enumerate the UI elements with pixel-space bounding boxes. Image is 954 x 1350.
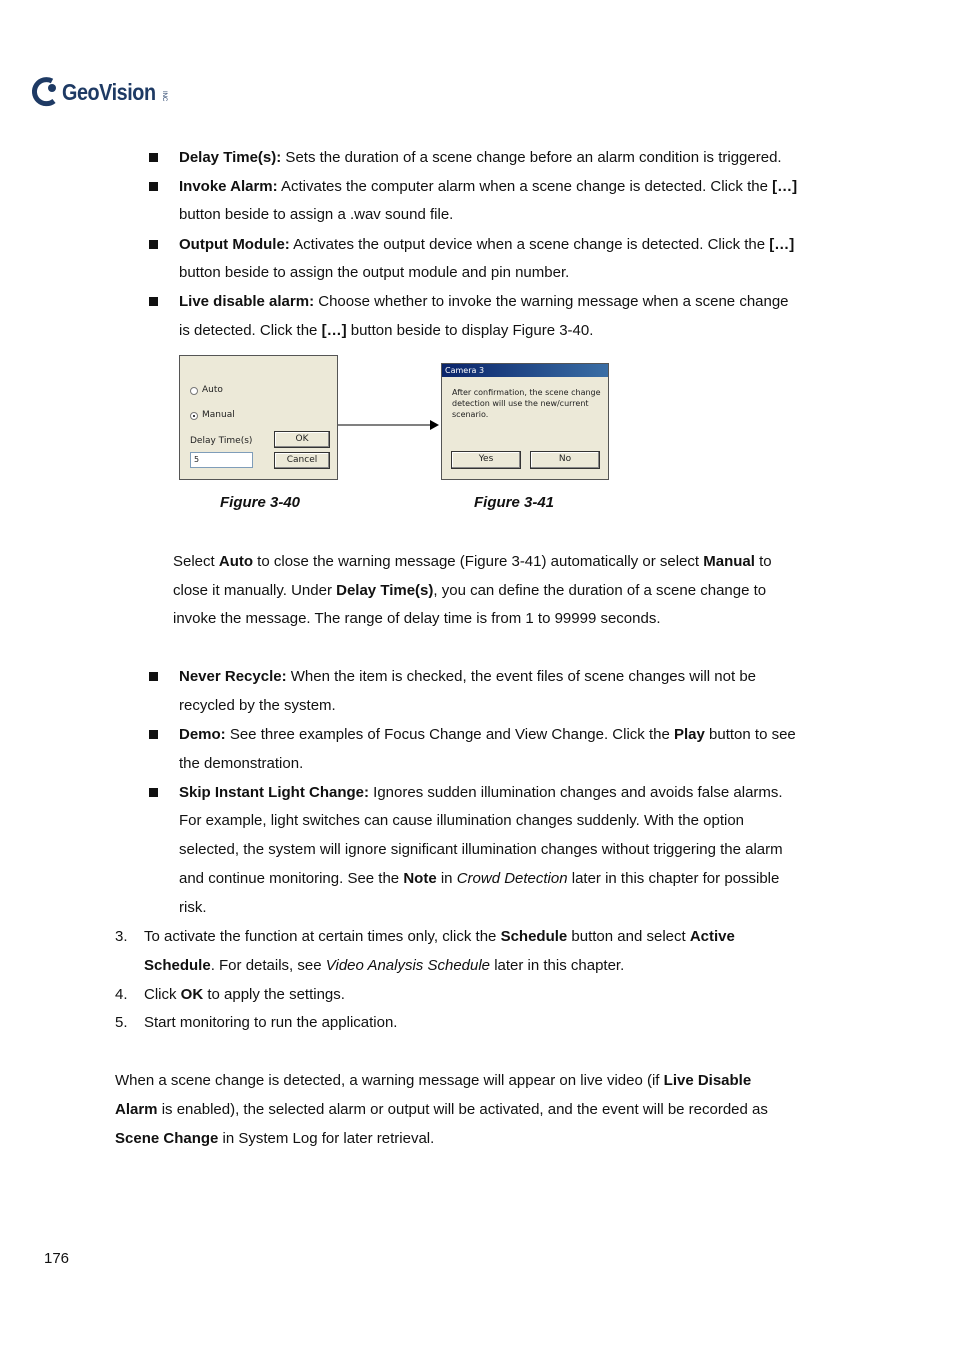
bullet-marker (149, 297, 158, 306)
step-3: To activate the function at certain times only, click the Schedule button and select Active (144, 928, 735, 945)
bullet-never-recycle-cont: recycled by the system. (179, 697, 336, 714)
auto-label: Auto (202, 385, 223, 395)
paragraph-line: Select Auto to close the warning message (Figure 3-41) automatically or select Manual to (173, 553, 772, 570)
manual-label: Manual (202, 410, 235, 420)
step-3-cont: Schedule. For details, see Video Analysis Schedule later in this chapter. (144, 957, 625, 974)
bullet-skip-light-cont: selected, the system will ignore significant illumination changes without triggering the alarm (179, 841, 783, 858)
figure-3-41-caption: Figure 3-41 (474, 494, 555, 511)
bullet-skip-light-cont: and continue monitoring. See the Note in Crowd Detection later in this chapter for possible (179, 870, 780, 887)
step-number: 4. (115, 986, 128, 1003)
geovision-logo (30, 72, 167, 112)
bullet-output-module: Output Module: Activates the output device when a scene change is detected. Click the […] (179, 236, 795, 253)
paragraph-line: Alarm is enabled), the selected alarm or output will be activated, and the event will be recorded as (115, 1101, 768, 1118)
bullet-invoke-alarm: Invoke Alarm: Activates the computer alarm when a scene change is detected. Click the […] (179, 178, 798, 195)
bullet-demo: Demo: See three examples of Focus Change and View Change. Click the Play button to see (179, 726, 796, 743)
manual-radio[interactable] (190, 412, 198, 420)
logo-trademark: INC (160, 90, 167, 102)
bullet-marker (149, 730, 158, 739)
bullet-never-recycle: Never Recycle: When the item is checked, the event files of scene changes will not be (179, 668, 757, 685)
dialog-message-line: scenario. (452, 410, 489, 419)
cancel-button[interactable]: Cancel (274, 452, 330, 469)
bullet-live-disable-alarm: Live disable alarm: Choose whether to invoke the warning message when a scene change (179, 293, 789, 310)
delay-time-label: Delay Time(s) (190, 436, 253, 446)
step-number: 5. (115, 1014, 128, 1031)
bullet-marker (149, 182, 158, 191)
step-number: 3. (115, 928, 128, 945)
arrow-icon (338, 418, 440, 432)
step-4: Click OK to apply the settings. (144, 986, 345, 1003)
dialog-message-line: detection will use the new/current (452, 399, 589, 408)
page-number: 176 (44, 1250, 70, 1267)
step-5: Start monitoring to run the application. (144, 1014, 398, 1031)
paragraph-line: invoke the message. The range of delay time is from 1 to 99999 seconds. (173, 610, 661, 627)
bullet-marker (149, 240, 158, 249)
figure-3-41-dialog (441, 363, 609, 480)
bullet-marker (149, 672, 158, 681)
bullet-live-disable-alarm-cont: is detected. Click the […] button beside to display Figure 3-40. (179, 322, 594, 339)
dialog-message-line: After confirmation, the scene change (452, 388, 601, 397)
bullet-skip-light: Skip Instant Light Change: Ignores sudden illumination changes and avoids false alarms. (179, 784, 783, 801)
no-button[interactable]: No (530, 451, 600, 469)
bullet-delay-time: Delay Time(s): Sets the duration of a scene change before an alarm condition is triggered. (179, 149, 782, 166)
auto-radio[interactable] (190, 387, 198, 395)
paragraph-line: Scene Change in System Log for later retrieval. (115, 1130, 435, 1147)
bullet-invoke-alarm-cont: button beside to assign a .wav sound file. (179, 206, 454, 223)
delay-time-field[interactable]: 5 (190, 452, 253, 468)
figure-3-40-dialog (179, 355, 338, 480)
logo-swoosh-icon (30, 75, 60, 109)
bullet-marker (149, 153, 158, 162)
bullet-skip-light-cont: For example, light switches can cause illumination changes suddenly. With the option (179, 812, 745, 829)
logo-text: GeoVision (62, 78, 156, 105)
paragraph-line: When a scene change is detected, a warning message will appear on live video (if Live Disable (115, 1072, 752, 1089)
bullet-marker (149, 788, 158, 797)
bullet-output-module-cont: button beside to assign the output module and pin number. (179, 264, 570, 281)
ok-button[interactable]: OK (274, 431, 330, 448)
paragraph-line: close it manually. Under Delay Time(s), you can define the duration of a scene change to (173, 582, 767, 599)
bullet-demo-cont: the demonstration. (179, 755, 304, 772)
yes-button[interactable]: Yes (451, 451, 521, 469)
bullet-skip-light-cont: risk. (179, 899, 207, 916)
figure-3-40-caption: Figure 3-40 (220, 494, 301, 511)
dialog-title: Camera 3 (442, 364, 608, 377)
